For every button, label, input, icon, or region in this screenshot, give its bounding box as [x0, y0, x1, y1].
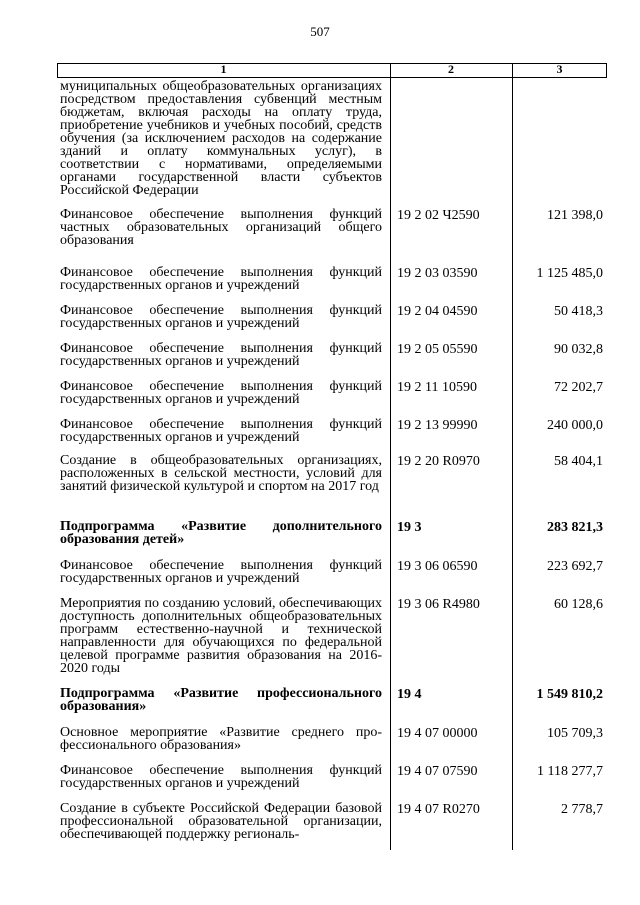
row-name: Подпрограмма «Развитие дополнительного образования детей» — [60, 519, 382, 547]
row-name: Основное мероприятие «Развитие среднего профессионального образования» — [60, 725, 382, 753]
row-name: Финансовое обеспечение выполнения функций государственных органов и учреждений — [60, 558, 382, 586]
row-code: 19 4 07 00000 — [397, 726, 478, 741]
row-name: Мероприятия по созданию условий, обеспечивающих доступность дополнительных общеобразовательных программ естественно-научной и технической направленности для обучающихся по федеральной целевой программе развития образования на 2016-2020 годы — [60, 596, 382, 676]
row-code: 19 3 — [397, 520, 422, 535]
row-name: Финансовое обеспечение выполнения функций государственных органов и учреждений — [60, 417, 382, 445]
row-amount: 58 404,1 — [554, 454, 603, 469]
row-amount: 105 709,3 — [547, 726, 603, 741]
page-number: 507 — [310, 24, 330, 39]
row-code: 19 2 13 99990 — [397, 418, 478, 433]
row-amount: 1 118 277,7 — [537, 764, 603, 779]
row-amount: 72 202,7 — [554, 380, 603, 395]
row-name: Подпрограмма «Развитие профессионального образования» — [60, 686, 382, 714]
row-amount: 2 778,7 — [561, 802, 603, 817]
row-name: Финансовое обеспечение выполнения функций государственных органов и учреждений — [60, 265, 382, 293]
row-name: муниципальных общеобразовательных организациях посредством предоставления субвенций местным бюджетам, включая расходы на оплату труда, приобретение учебников и учебных пособий, средств обучения (за исключением расходов на содержание зданий и оплату коммунальных услуг), в соответствии с нормативами, определяемыми органами государственной власти субъектов Российской Федерации — [60, 79, 382, 198]
column-header-3: 3 — [556, 62, 563, 76]
row-code: 19 3 06 R4980 — [397, 597, 480, 612]
row-amount: 240 000,0 — [547, 418, 603, 433]
row-code: 19 2 11 10590 — [397, 380, 477, 395]
column-divider-1 — [390, 63, 391, 850]
row-amount: 121 398,0 — [547, 208, 603, 223]
row-name: Финансовое обеспечение выполнения функций государственных органов и учреждений — [60, 379, 382, 407]
row-amount: 223 692,7 — [547, 559, 603, 574]
row-code: 19 4 — [397, 687, 422, 702]
row-code: 19 2 20 R0970 — [397, 454, 480, 469]
budget-table — [57, 63, 607, 850]
row-amount: 1 549 810,2 — [536, 687, 603, 702]
row-amount: 50 418,3 — [554, 304, 603, 319]
row-amount: 90 032,8 — [554, 342, 603, 357]
column-header-1: 1 — [220, 62, 227, 76]
row-name: Создание в субъекте Российской Федерации базовой профессиональной образовательной организации, обеспечивающей поддержку региональ- — [60, 801, 382, 842]
row-amount: 60 128,6 — [554, 597, 603, 612]
row-code: 19 4 07 R0270 — [397, 802, 480, 817]
row-code: 19 2 02 Ч2590 — [397, 208, 480, 223]
row-code: 19 2 05 05590 — [397, 342, 478, 357]
row-amount: 1 125 485,0 — [536, 266, 603, 281]
header-bottom-border — [57, 77, 607, 78]
row-name: Финансовое обеспечение выполнения функций государственных органов и учреждений — [60, 303, 382, 331]
row-code: 19 3 06 06590 — [397, 559, 478, 574]
column-header-2: 2 — [448, 62, 454, 76]
row-amount: 283 821,3 — [547, 520, 603, 535]
row-name: Финансовое обеспечение выполнения функций государственных органов и учреждений — [60, 763, 382, 791]
row-name: Финансовое обеспечение выполнения функций частных образовательных организаций общего образования — [60, 207, 382, 248]
row-name: Финансовое обеспечение выполнения функций государственных органов и учреждений — [60, 341, 382, 369]
row-name: Создание в общеобразовательных организациях, расположенных в сельской местности, условий для занятий физической культурой и спортом на 2017 год — [60, 453, 382, 494]
row-code: 19 2 04 04590 — [397, 304, 478, 319]
row-code: 19 4 07 07590 — [397, 764, 478, 779]
row-code: 19 2 03 03590 — [397, 266, 478, 281]
